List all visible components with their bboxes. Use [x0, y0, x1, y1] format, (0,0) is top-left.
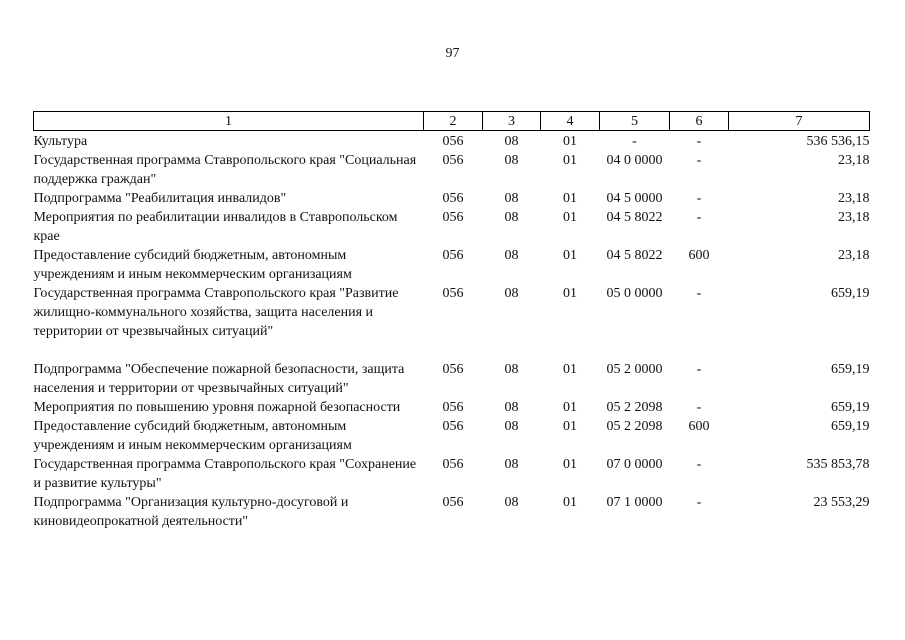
row-code-5: 04 5 0000 — [606, 191, 663, 206]
row-code-2: 056 — [442, 191, 464, 206]
row-code-2: 056 — [442, 457, 464, 472]
table-row — [34, 284, 870, 341]
row-code-2: 056 — [442, 495, 464, 510]
row-code-4: 01 — [563, 134, 577, 149]
table-row — [34, 417, 870, 455]
row-code-6: 600 — [688, 248, 710, 263]
row-code-5: 04 0 0000 — [606, 153, 663, 168]
row-name: Государственная программа Ставропольского края "Социальная поддержка граждан" — [33, 153, 417, 187]
row-code-3: 08 — [504, 286, 519, 301]
table-row — [34, 493, 870, 531]
row-code-2: 056 — [442, 400, 464, 415]
row-amount: 659,19 — [831, 400, 870, 415]
table-row — [34, 360, 870, 398]
row-name: Государственная программа Ставропольского края "Развитие жилищно-коммунального хозяйства, защита населения и территории от чрезвычайных ситуаций" — [33, 286, 399, 339]
row-amount: 23,18 — [838, 191, 870, 206]
table-row — [34, 455, 870, 493]
column-header-5: 5 — [600, 112, 670, 131]
row-code-6: - — [696, 191, 702, 206]
spacer-row — [34, 341, 870, 360]
row-code-3: 08 — [504, 419, 519, 434]
row-name: Мероприятия по реабилитации инвалидов в Ставропольском крае — [33, 210, 398, 244]
row-code-4: 01 — [563, 248, 577, 263]
row-amount: 23,18 — [838, 153, 870, 168]
column-header-2: 2 — [424, 112, 483, 131]
row-code-5: 07 1 0000 — [606, 495, 663, 510]
page-number: 97 — [445, 46, 460, 61]
row-amount: 23 553,29 — [813, 495, 870, 510]
row-code-4: 01 — [563, 191, 577, 206]
row-amount: 535 853,78 — [806, 457, 870, 472]
row-code-4: 01 — [563, 400, 577, 415]
row-name: Подпрограмма "Обеспечение пожарной безопасности, защита населения и территории от чрезвычайных ситуаций" — [33, 362, 405, 396]
row-code-3: 08 — [504, 134, 519, 149]
row-code-3: 08 — [504, 210, 519, 225]
row-name: Предоставление субсидий бюджетным, автономным учреждениям и иным некоммерческим организациям — [33, 419, 352, 453]
table-row — [34, 398, 870, 417]
row-code-4: 01 — [563, 457, 577, 472]
row-code-5: - — [632, 134, 637, 149]
column-header-7: 7 — [729, 112, 870, 131]
row-code-6: - — [696, 153, 702, 168]
column-header-1: 1 — [34, 112, 424, 131]
row-code-5: 04 5 8022 — [606, 248, 663, 263]
row-code-4: 01 — [563, 153, 577, 168]
row-code-3: 08 — [504, 191, 519, 206]
table-row — [34, 151, 870, 189]
row-code-2: 056 — [442, 248, 464, 263]
row-code-4: 01 — [563, 419, 577, 434]
row-code-5: 05 2 2098 — [606, 400, 663, 415]
row-name: Мероприятия по повышению уровня пожарной безопасности — [33, 400, 401, 415]
row-code-4: 01 — [563, 286, 577, 301]
row-amount: 659,19 — [831, 286, 870, 301]
column-header-3: 3 — [483, 112, 541, 131]
row-code-5: 04 5 8022 — [606, 210, 663, 225]
row-code-2: 056 — [442, 286, 464, 301]
row-code-3: 08 — [504, 248, 519, 263]
row-code-5: 05 2 2098 — [606, 419, 663, 434]
row-code-2: 056 — [442, 362, 464, 377]
row-amount: 659,19 — [831, 362, 870, 377]
row-amount: 23,18 — [838, 248, 870, 263]
row-code-6: - — [696, 400, 702, 415]
row-name: Культура — [33, 134, 88, 149]
table-row — [34, 246, 870, 284]
row-code-6: - — [696, 134, 702, 149]
row-amount: 536 536,15 — [806, 134, 870, 149]
row-amount: 23,18 — [838, 210, 870, 225]
row-name: Подпрограмма "Реабилитация инвалидов" — [33, 191, 287, 206]
row-code-2: 056 — [442, 419, 464, 434]
row-code-4: 01 — [563, 495, 577, 510]
row-code-6: - — [696, 210, 702, 225]
row-code-5: 05 2 0000 — [606, 362, 663, 377]
row-code-4: 01 — [563, 362, 577, 377]
row-code-6: - — [696, 495, 702, 510]
row-name: Предоставление субсидий бюджетным, автономным учреждениям и иным некоммерческим организациям — [33, 248, 352, 282]
table-row — [34, 208, 870, 246]
row-code-5: 07 0 0000 — [606, 457, 663, 472]
column-header-6: 6 — [670, 112, 729, 131]
table-header-row — [34, 112, 870, 131]
row-code-3: 08 — [504, 457, 519, 472]
row-name: Подпрограмма "Организация культурно-досуговой и киновидеопрокатной деятельности" — [33, 495, 349, 529]
row-code-2: 056 — [442, 210, 464, 225]
table-row — [34, 131, 870, 152]
row-name: Государственная программа Ставропольского края "Сохранение и развитие культуры" — [33, 457, 417, 491]
row-code-3: 08 — [504, 400, 519, 415]
row-amount: 659,19 — [831, 419, 870, 434]
row-code-4: 01 — [563, 210, 577, 225]
row-code-6: - — [696, 286, 702, 301]
row-code-2: 056 — [442, 134, 464, 149]
row-code-5: 05 0 0000 — [606, 286, 663, 301]
row-code-3: 08 — [504, 362, 519, 377]
row-code-6: - — [696, 362, 702, 377]
row-code-6: - — [696, 457, 702, 472]
table-row — [34, 189, 870, 208]
column-header-4: 4 — [541, 112, 600, 131]
row-code-6: 600 — [688, 419, 710, 434]
row-code-3: 08 — [504, 153, 519, 168]
budget-table — [33, 111, 870, 531]
row-code-2: 056 — [442, 153, 464, 168]
row-code-3: 08 — [504, 495, 519, 510]
